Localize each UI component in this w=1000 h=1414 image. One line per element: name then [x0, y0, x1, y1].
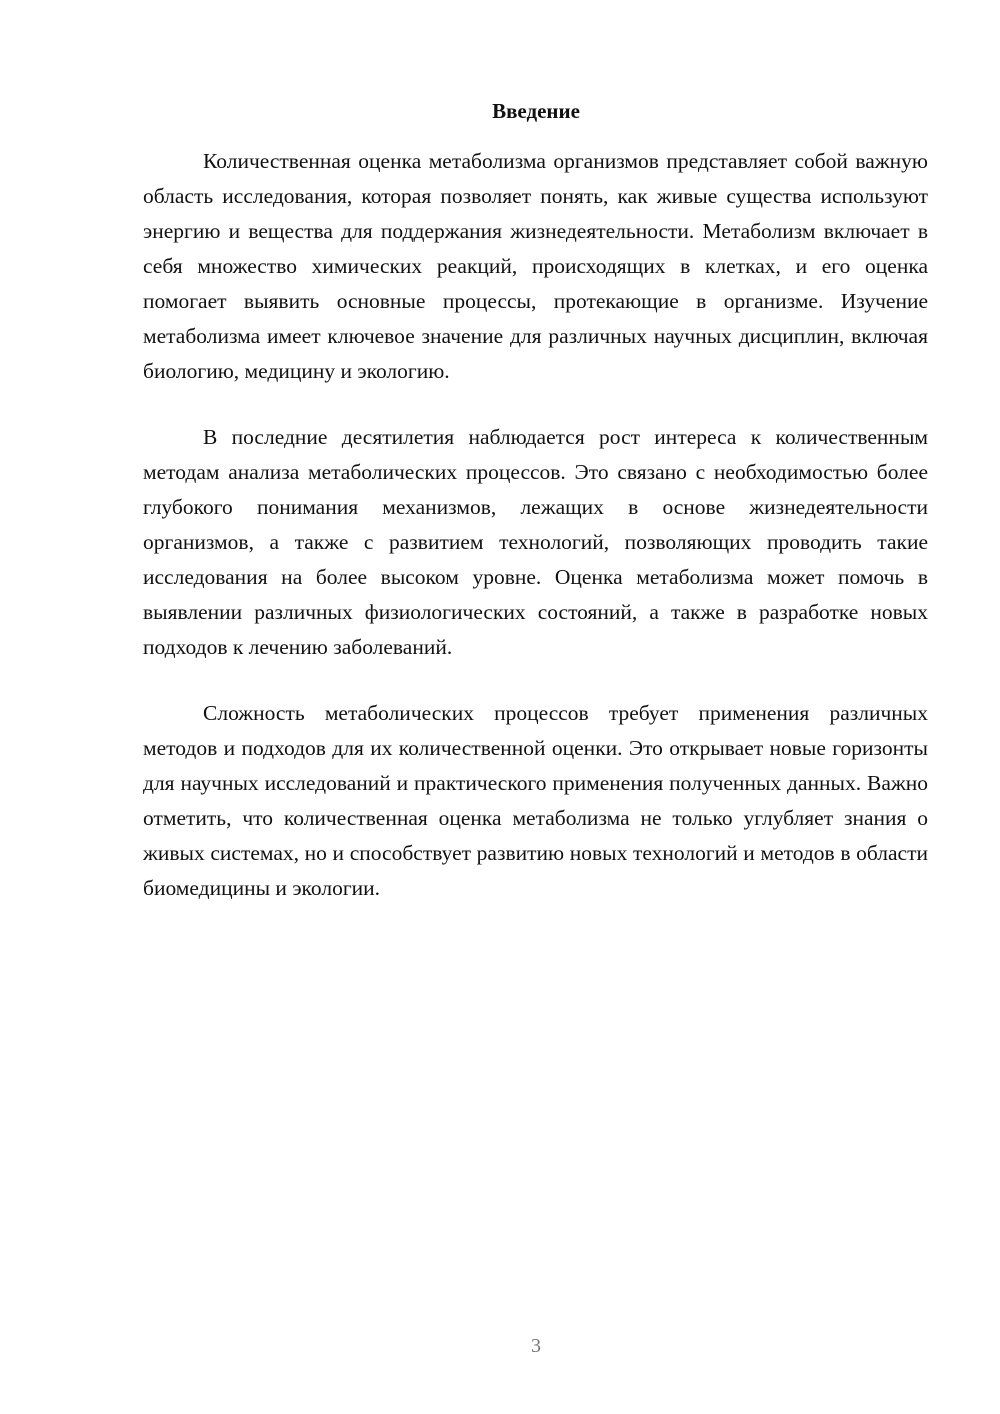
- paragraph-3: Сложность метаболических процессов требует применения различных методов и подходов для их количественной оценки. Это открывает новые горизонты для научных исследований и практического применения полученных данных. Важно отметить, что количественная оценка метаболизма не только углубляет знания о живых системах, но и способствует развитию новых технологий и методов в области биомедицины и экологии.: [143, 701, 928, 900]
- section-title: Введение: [492, 99, 580, 123]
- paragraph-2: В последние десятилетия наблюдается рост интереса к количественным методам анализа метаболических процессов. Это связано с необходимостью более глубокого понимания механизмов, лежащих в основе жизнедеятельности организмов, а также с развитием технологий, позволяющих проводить такие исследования на более высоком уровне. Оценка метаболизма может помочь в выявлении различных физиологических состояний, а также в разработке новых подходов к лечению заболеваний.: [143, 425, 928, 659]
- page-content: [143, 95, 928, 937]
- paragraph-1: Количественная оценка метаболизма организмов представляет собой важную область исследования, которая позволяет понять, как живые существа используют энергию и вещества для поддержания жизнедеятельности. Метаболизм включает в себя множество химических реакций, происходящих в клетках, и его оценка помогает выявить основные процессы, протекающие в организме. Изучение метаболизма имеет ключевое значение для различных научных дисциплин, включая биологию, медицину и экологию.: [143, 149, 928, 383]
- page-number: 3: [531, 1335, 541, 1357]
